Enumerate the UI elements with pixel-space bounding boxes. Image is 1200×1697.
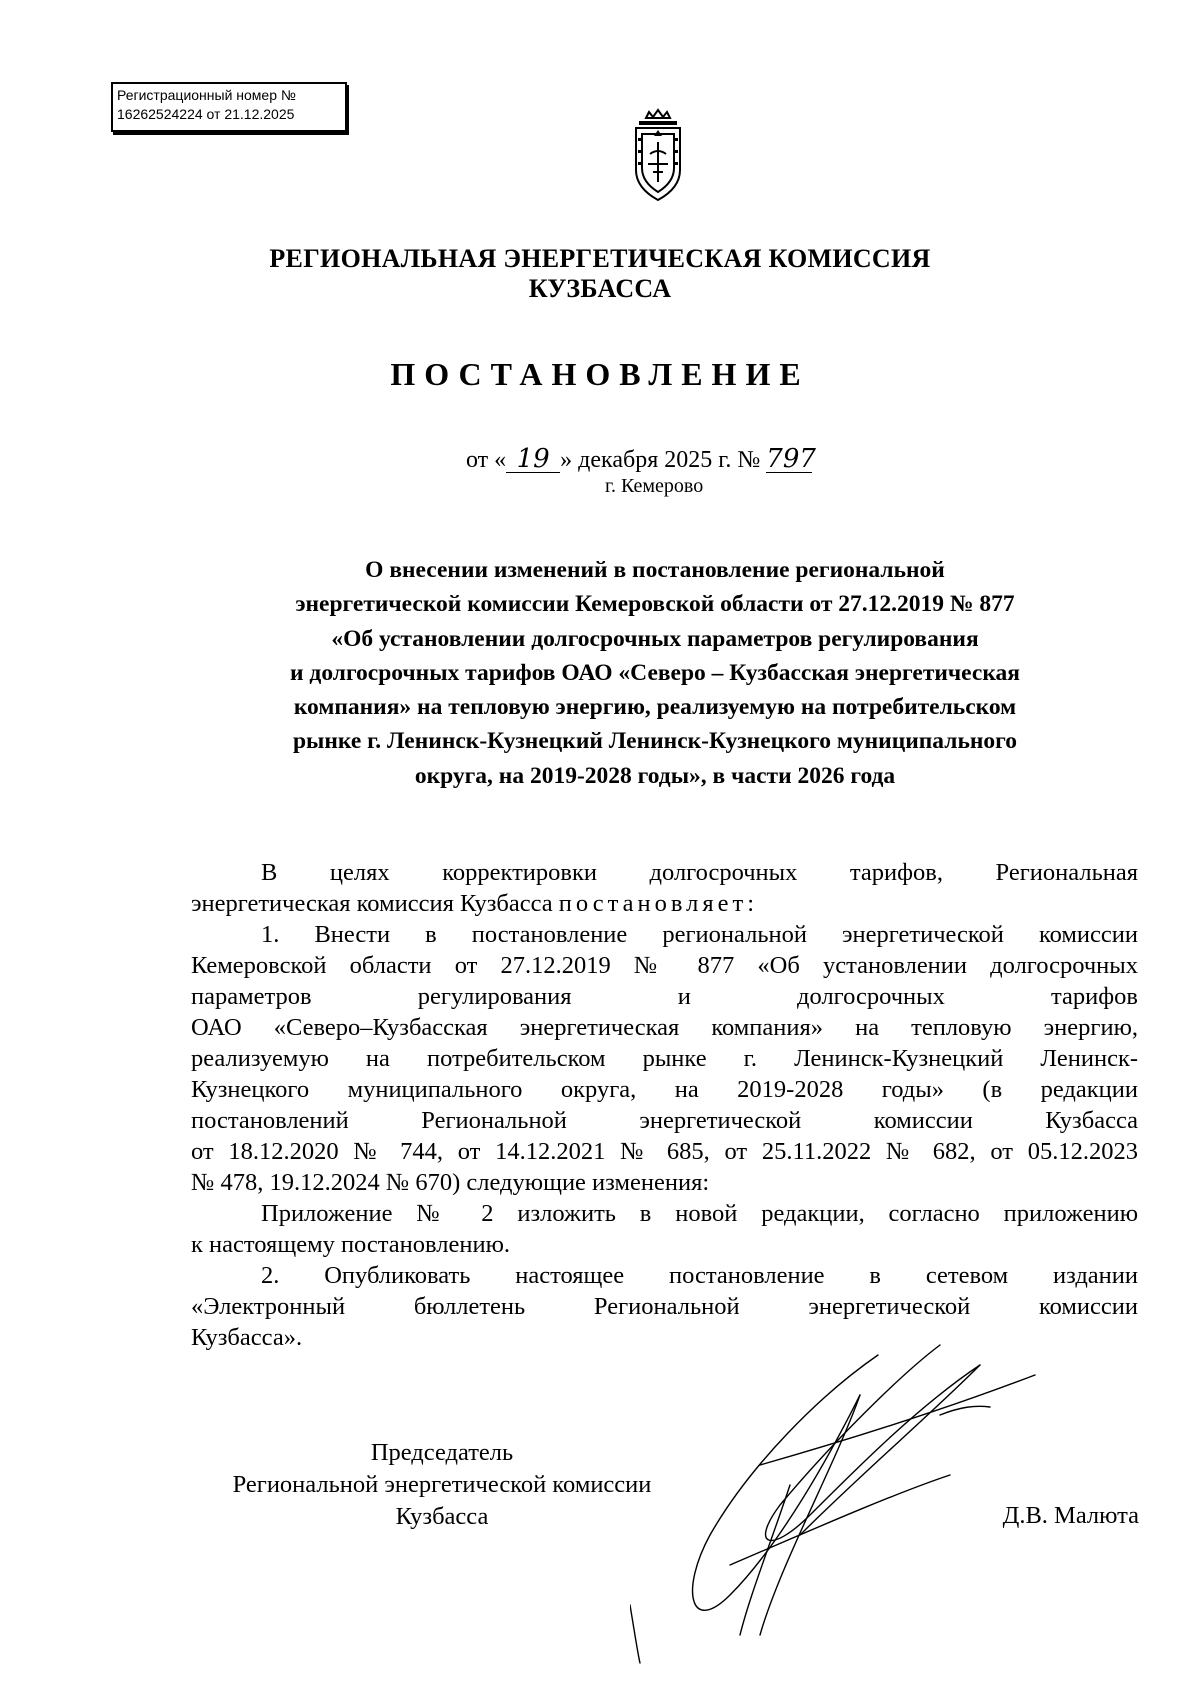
date-line xyxy=(466,444,816,474)
item-1-line: ОАО «Северо–Кузбасская энергетическая компания» на тепловую энергию, xyxy=(191,1014,1138,1041)
registration-stamp xyxy=(111,82,347,132)
item-1-line: параметров регулирования и долгосрочных тарифов xyxy=(191,983,1138,1010)
city: г. Кемерово xyxy=(605,475,704,497)
appendix-line: к настоящему постановлению. xyxy=(191,1231,511,1258)
organization-region: КУЗБАССА xyxy=(528,274,672,303)
signatory-name: Д.В. Малюта xyxy=(1002,1502,1139,1529)
appendix-paragraph xyxy=(191,1198,1138,1260)
item-1-paragraph xyxy=(191,919,1138,1198)
handwritten-number: 797 xyxy=(766,444,816,474)
intro-paragraph xyxy=(191,857,1138,919)
item-2-line: «Электронный бюллетень Региональной энергетической комиссии xyxy=(191,1293,1138,1320)
subject-line: О внесении изменений в постановление региональной xyxy=(365,557,945,583)
kuzbass-coat-of-arms-icon xyxy=(626,108,690,204)
subject-line: рынке г. Ленинск-Кузнецкий Ленинск-Кузнецкого муниципального xyxy=(292,728,1018,755)
subject-line: «Об установлении долгосрочных параметров регулирования xyxy=(331,625,979,652)
document-body xyxy=(191,857,1138,1353)
document-subject xyxy=(200,553,1110,793)
item-1-line: 1. Внести в постановление региональной энергетической комиссии xyxy=(261,921,1138,948)
item-2-line: 2. Опубликовать настоящее постановление в сетевом издании xyxy=(261,1262,1138,1289)
subject-line: компания» на тепловую энергию, реализуемую на потребительском xyxy=(293,694,1017,721)
registration-number: 16262524224 от 21.12.2025 xyxy=(117,106,295,122)
subject-line: округа, на 2019-2028 годы», в части 2026 года xyxy=(414,762,896,789)
signatory-title xyxy=(192,1437,692,1533)
signatory-region: Кузбасса xyxy=(395,1503,489,1530)
signatory-position: Председатель xyxy=(370,1439,514,1466)
item-1-line: Кузнецкого муниципального округа, на 2019-2028 годы» (в редакции xyxy=(191,1076,1138,1103)
intro-line: В целях корректировки долгосрочных тарифов, Региональная xyxy=(261,859,1138,886)
item-1-line: постановлений Региональной энергетической комиссии Кузбасса xyxy=(191,1107,1138,1134)
item-1-last-line: № 478, 19.12.2024 № 670) следующие изменения: xyxy=(191,1169,710,1196)
intro-line-start: энергетическая комиссия Кузбасса xyxy=(191,890,559,917)
handwritten-signature xyxy=(630,1335,1050,1665)
signatory-organization: Региональной энергетической комиссии xyxy=(232,1471,652,1498)
item-1-line: Кемеровской области от 27.12.2019 № 877 «Об установлении долгосрочных xyxy=(191,952,1138,979)
item-2-line: Кузбасса». xyxy=(191,1324,303,1351)
subject-line: и долгосрочных тарифов ОАО «Северо – Кузбасская энергетическая xyxy=(290,659,1020,686)
item-1-line: от 18.12.2020 № 744, от 14.12.2021 № 685, от 25.11.2022 № 682, от 05.12.2023 xyxy=(191,1138,1138,1165)
document-type: ПОСТАНОВЛЕНИЕ xyxy=(390,356,810,392)
subject-line: энергетической комиссии Кемеровской области от 27.12.2019 № 877 xyxy=(295,591,1015,618)
registration-label: Регистрационный номер № xyxy=(117,87,296,103)
item-1-line: реализуемую на потребительском рынке г. Ленинск-Кузнецкий Ленинск- xyxy=(191,1045,1138,1072)
appendix-line: Приложение № 2 изложить в новой редакции, согласно приложению xyxy=(261,1200,1138,1227)
organization-name: РЕГИОНАЛЬНАЯ ЭНЕРГЕТИЧЕСКАЯ КОМИССИЯ xyxy=(269,244,931,273)
date-prefix: от « xyxy=(466,447,507,473)
decree-verb: постановляет: xyxy=(558,890,758,917)
date-middle: » декабря 2025 г. № xyxy=(560,447,767,473)
handwritten-day: 19 xyxy=(506,446,560,473)
